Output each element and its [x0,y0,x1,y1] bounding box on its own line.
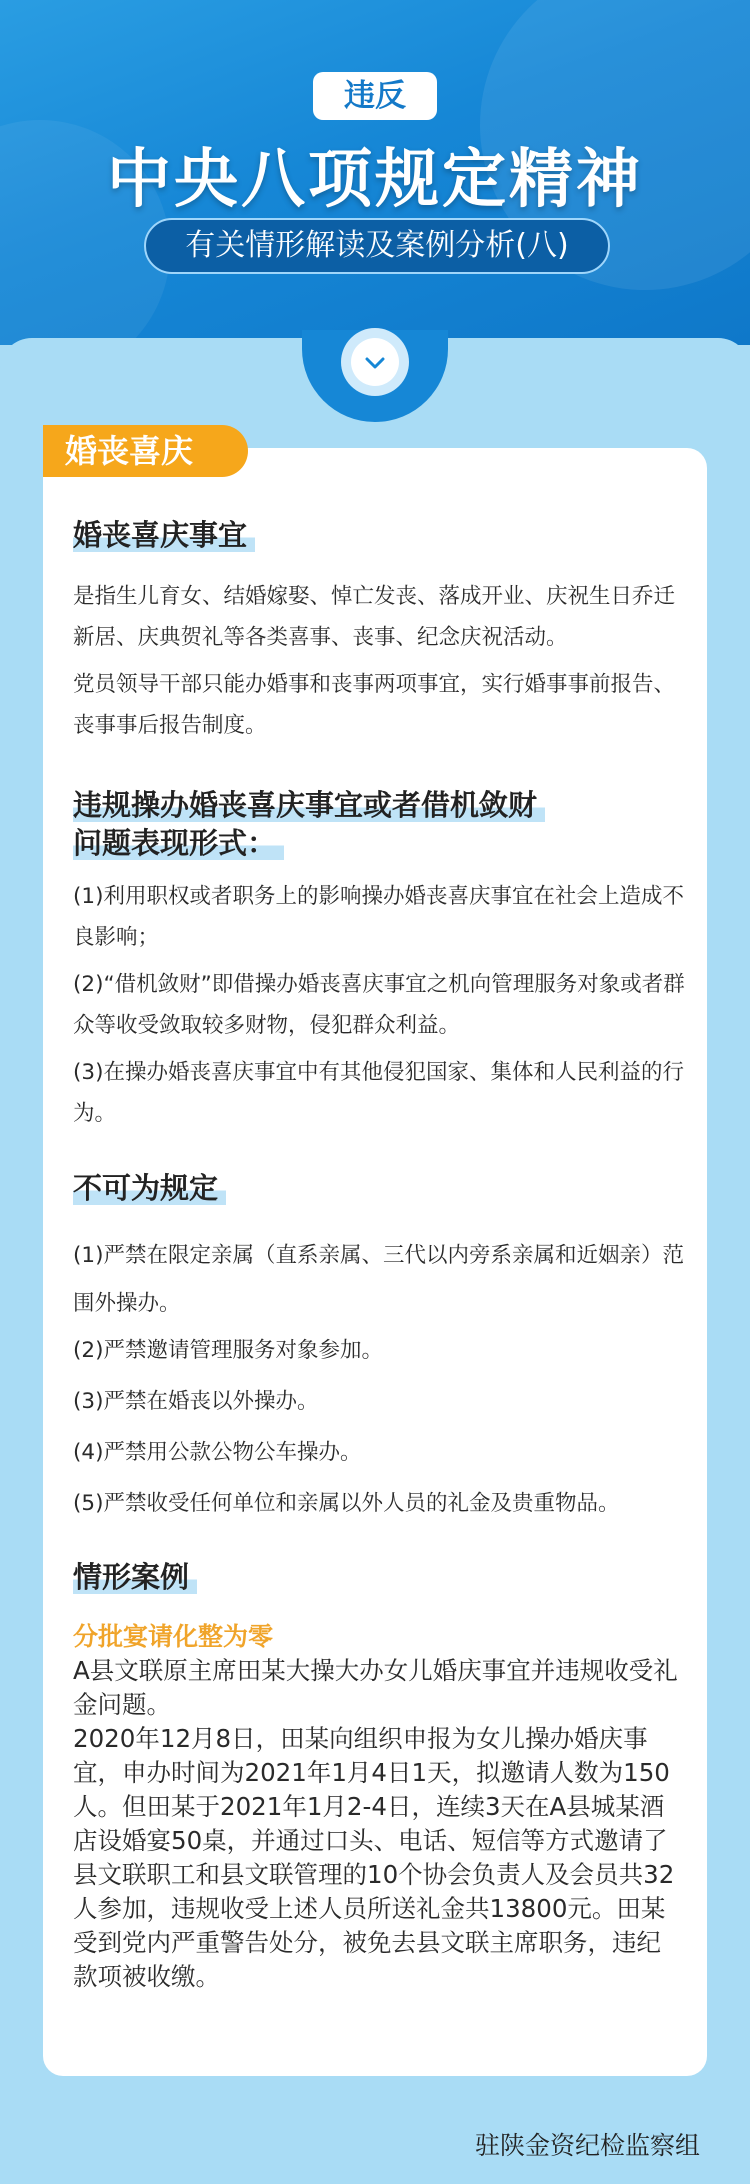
title-badge: 违反 [313,72,437,120]
section-heading [73,516,255,554]
paragraph: 是指生儿育女、结婚嫁娶、悼亡发丧、落成开业、庆祝生日乔迁新居、庆典贺礼等各类喜事、丧事、纪念庆祝活动。 [73,584,676,650]
case-body [73,1654,685,1994]
list-item: (3)在操办婚丧喜庆事宜中有其他侵犯国家、集体和人民利益的行为。 [73,1060,684,1126]
page-subtitle: 有关情形解读及案例分析(八) [144,218,610,274]
heading-text: 情形案例 [73,1560,197,1594]
list-item: (4)严禁用公款公物公车操办。 [73,1440,362,1465]
heading-text: 不可为规定 [73,1171,226,1205]
list-item: (1)利用职权或者职务上的影响操办婚丧喜庆事宜在社会上造成不良影响； [73,884,684,950]
section-heading [73,1558,197,1596]
section-tag: 婚丧喜庆 [43,425,248,477]
header-banner [0,0,750,345]
case-paragraph: 2020年12月8日，田某向组织申报为女儿操办婚庆事宜，申办时间为2021年1月4日1天，拟邀请人数为150人。但田某于2021年1月2-4日，连续3天在A县城某酒店设婚宴50桌，并通过口头、电话、短信等方式邀请了县文联职工和县文联管理的10个协会负责人及会员共32人参加，违规收受上述人员所送礼金共13800元。田某受到党内严重警告处分，被免去县文联主席职务，违纪款项被收缴。 [73,1724,675,1991]
list-item: (3)严禁在婚丧以外操办。 [73,1389,319,1414]
section-heading [73,786,545,862]
footer-organization: 驻陕金资纪检监察组 [474,2131,700,2160]
list-item: (5)严禁收受任何单位和亲属以外人员的礼金及贵重物品。 [73,1491,620,1516]
section-heading [73,1169,226,1207]
heading-text: 婚丧喜庆事宜 [73,518,255,552]
chevron-down-icon [364,352,386,374]
case-paragraph: A县文联原主席田某大操大办女儿婚庆事宜并违规收受礼金问题。 [73,1656,678,1719]
list-item: (2)“借机敛财”即借操办婚丧喜庆事宜之机向管理服务对象或者群众等收受敛取较多财物，侵犯群众利益。 [73,972,685,1038]
heading-text: 问题表现形式： [73,826,284,860]
list-item: (1)严禁在限定亲属（直系亲属、三代以内旁系亲属和近姻亲）范围外操办。 [73,1243,684,1316]
case-title: 分批宴请化整为零 [73,1622,274,1651]
heading-text: 违规操办婚丧喜庆事宜或者借机敛财 [73,788,545,822]
page-title: 中央八项规定精神 [107,143,643,217]
paragraph: 党员领导干部只能办婚事和丧事两项事宜，实行婚事事前报告、丧事事后报告制度。 [73,672,676,738]
list-item: (2)严禁邀请管理服务对象参加。 [73,1338,383,1363]
